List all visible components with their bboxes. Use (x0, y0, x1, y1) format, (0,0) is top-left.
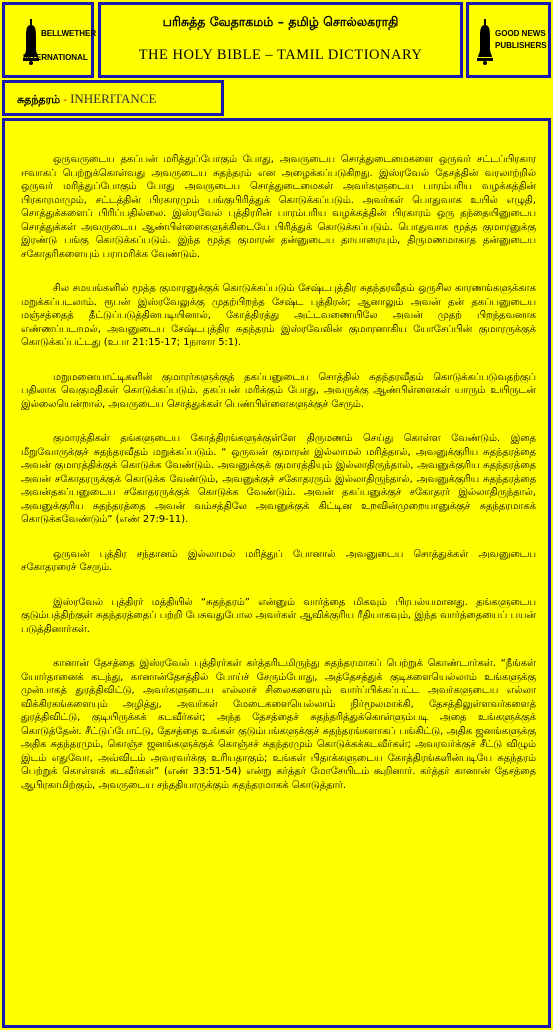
entry-paragraph: ஒருவருடைய தகப்பன் மரித்துப்போகும் போது, அவருடைய சொத்துடைமைகளை ஒருவர் சட்டப்பிரகார ஈவாகப் பெற்றுக்கொள்வது அவருடைய சுதந்தரம் என அழைக்கப்படுகிறது. இஸ்ரவேல் தேசத்தின் வரலாற்றில் ஒருவர் மரித்துப்போகும் போது அவருடைய சொத்துடைமைகள் அவர்களுடைய பாரம்பரிய வழக்கத்தின் பிரகாரமாமும், சட்டத்தின் பிரகாரமும் பங்குபிரித்துக் கொடுக்கப்படும். அவர்கள் பொதுவாக உயில் எழுதி, சொத்துக்களைப் பிரிப்பதில்லை. இஸ்ரவேல் புத்திரரின் பாரம்பரிய வழக்கத்தின் பிரகாரம் ஒரு தந்தையினுடைய சொத்துக்கள் அவருடைய ஆண்பிள்ளைகளுக்கிடையே பிரித்துக் கொடுக்கப்படும். பொதுவாக மூத்த குமாரனுக்கு இரண்டு பங்கு கொடுக்கப்படும். இந்த மூத்த குமாரன் தன்னுடைய தாயாரையும், திருமணமாகாத தன்னுடைய சகோதரிகளையும் பராமரிக்க வேண்டும். (21, 154, 536, 260)
good-news-logo (466, 2, 551, 78)
entry-tamil-word: சுதந்தரம் (17, 93, 61, 106)
logo-right-text (495, 29, 547, 51)
entry-paragraph: ஒருவன் புத்திர சந்தானம் இல்லாமல் மரித்துப் போனால் அவனுடைய சொத்துக்கள் அவனுடைய சகோதரரைச் சேரும். (21, 548, 536, 573)
entry-body (21, 153, 536, 792)
entry-paragraph: குமாரத்திகள் தங்களுடைய கோத்திரங்களுக்குள்ளே திருமணம் செய்து கொள்ள வேண்டும். இதை மீறுவோருக்குச் சுதந்தரவீதம் மறுக்கப்படும். “ ஒருவன் குமாரன் இல்லாமல் மரித்தால், அவனுக்குரிய சுதந்தரத்தை அவன் குமாரத்திக்குக் கொடுக்க வேண்டும். அவனுக்குக் குமாரத்தியும் இல்லாதிருந்தால், அவனுக்குரிய சுதந்தரத்தை அவன் சகோதரருக்குக் கொடுக்க வேண்டும், அவனுக்குச் சகோதரரும் இல்லாதிருந்தால், அவனுக்குரிய சுதந்தரத்தை அவன்தகப்பனுடைய சகோதரருக்குக் கொடுக்க வேண்டும். அவன் தகப்பனுக்குச் சகோதரர் இல்லாதிருந்தால், அவனுக்குரிய சுதந்தரத்தை அவன் வம்சத்திலே அவனுக்குக் கிட்டின உறவின்முறையானுக்குச் சுதந்தரமாகக் கொடுக்கவேண்டும்” (எண் 27:9-11). (21, 433, 536, 525)
entry-paragraph: இஸ்ரவேல் புத்திரர் மத்தியில் “சுதந்தரம்” என்னும் வார்த்தை மிகவும் பிரபல்யமானது. தங்களுடைய குடும்பத்திற்குள் சுதந்தரத்தைப் பற்றி பேசுவதுபோல அவர்கள் ஆவிக்குரிய ரீதியாகவும், இந்த வார்த்தையைப் பயன் படுத்தினார்கள். (21, 596, 536, 635)
logo-right-line2: PUBLISHERS (495, 41, 547, 50)
bellwether-logo (2, 2, 97, 78)
entry-paragraph: கானான் தேசத்தை இஸ்ரவேல் புத்திரர்கள் கர்த்தரிடமிருந்து சுதந்தரமாகப் பெற்றுக் கொண்டார்கள். “நீங்கள் யோர்தானைக் கடந்து, கானான்தேசத்தில் போய்ச் சேரும்போது, அத்தேசத்துக் குடிகளையெல்லாம் உங்களுக்கு முன்பாகத் துரத்திவிட்டு, அவர்களுடைய எல்லாச் சிலைகளையும் வார்ப்பிக்கப்பட்ட அவர்களுடைய எல்லா விக்கிரகங்களையும் அழித்து, அவர்கள் மேடைகளையெல்லாம் நிர்மூலமாக்கி, தேசத்திலுள்ளவர்களைத் துரத்திவிட்டு, குடியிருக்கக் கடவீர்கள்; அந்த தேசத்தைச் சுதந்தரித்துக்கொள்ளும்படி அதை உங்களுக்குக் கொடுத்தேன். சீட்டுப்போட்டு, தேசத்தை உங்கள் குடும்பங்களுக்குச் சுதந்தரங்களாகப் பங்கிட்டு, அதிக ஜனங்களுக்கு அதிக சுதந்தரமும், கொஞ்ச ஜனங்களுக்குக் கொஞ்சச் சுதந்தரமும் கொடுக்கக்கடவீர்கள்; அவரவர்க்குச் சீட்டு விழும் இடம் எதுவோ, அவ்விடம் அவரவர்க்கு உரியதாகும்; உங்கள் பிதாக்களுடைய கோத்திரங்களின்படியே சுதந்தரம் பெற்றுக் கொள்ளக் கடவீர்கள்” (எண் 33:51-54) என்று கர்த்தர் மோசேயிடம் கூறினார். கர்த்தர் கானான் தேசத்தை ஆபிரகாமிற்கும், அவருடைய சந்ததியாருக்கும் சுதந்தரமாகக் கொடுத்தார். (21, 658, 536, 791)
entry-english-word: INHERITANCE (70, 91, 157, 106)
logo-left-line2: INTERNATIONAL (23, 53, 88, 62)
entry-heading (2, 80, 224, 116)
title-banner (98, 2, 463, 78)
bell-icon (477, 19, 493, 65)
title-english: THE HOLY BIBLE – TAMIL DICTIONARY (138, 47, 423, 63)
entry-paragraph: சில சமயங்களில் மூத்த குமாரனுக்குக் கொடுக்கப்படும் சேஷ்டபுத்திர சுதந்தரவீதம் ஒருசில காரணங்களுக்காக மறுக்கப்படலாம். ரூபன் இஸ்ரவேலுக்கு முதற்பிறந்த சேஷ்ட புத்திரன்; ஆனாலும் அவன் தன் தகப்பனுடைய மஞ்சத்தைத் தீட்டுப்படுத்தினபடியினால், கோத்திரத்து அட்டவணையிலே அவன் முதற் பிறந்தவனாக எண்ணப்படாமல், அவனுடைய சேஷ்டபுத்திர சுதந்தரம் இஸ்ரவேலின் குமாரனாகிய யோசேப்பின் குமாரருக்குக் கொடுக்கப்பட்டது (உபா 21:15-17; 1நாளா 5:1). (21, 283, 536, 348)
entry-content (2, 118, 551, 1028)
entry-paragraph: மறுமனையாட்டிகளின் குமாரர்களுக்குத் தகப்பனுடைய சொத்தில் சுதந்தரவீதம் கொடுக்கப்படுவதற்குப் பதிலாக வெகுமதிகள் கொடுக்கப்படும். தகப்பன் மரிக்கும் போது, அவருக்கு ஆண்பிள்ளைகள் யாரும் உயிருடன் இல்லையென்றால், அவருடைய சொத்துக்கள் பெண்பிள்ளைகளுக்குச் சேரும். (21, 371, 536, 410)
logo-right-line1: GOOD NEWS (495, 29, 546, 38)
logo-left-line1: BELLWETHER (41, 29, 97, 38)
title-tamil: பரிசுத்த வேதாகமம் – தமிழ் சொல்லகராதி (162, 14, 399, 29)
entry-separator: - (63, 93, 68, 106)
logo-left-text (23, 29, 97, 63)
